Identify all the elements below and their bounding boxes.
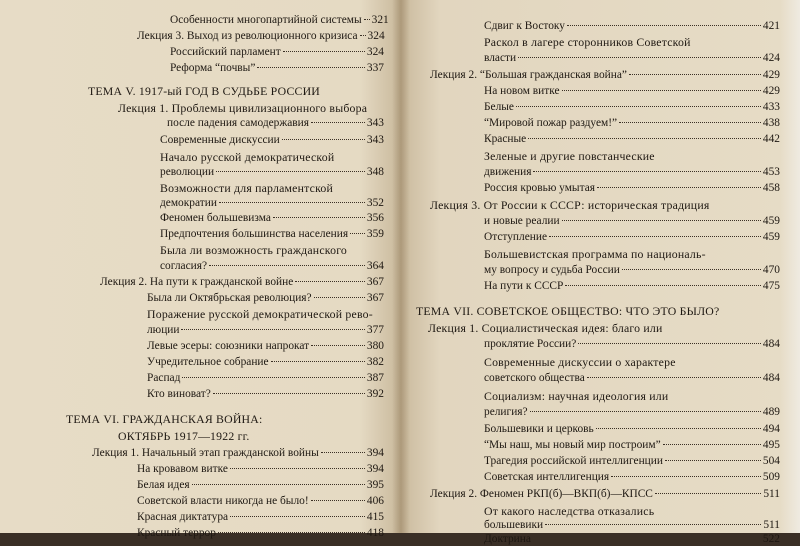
toc-entry: Красный террор 418 — [137, 527, 384, 539]
toc-entry: революции 348 — [160, 166, 384, 178]
toc-entry: Большевики и церковь 494 — [484, 423, 780, 435]
toc-entry: “Мировой пожар раздуем!” 438 — [484, 117, 780, 129]
toc-entry: му вопросу и судьба России 470 — [484, 264, 780, 276]
toc-entry: Лекция 3. Выход из революционного кризиса 324 — [137, 30, 385, 42]
toc-entry-part: Поражение русской демократической рево- — [147, 307, 373, 321]
toc-entry: советского общества 484 — [484, 372, 780, 384]
toc-entry: движения 453 — [484, 166, 780, 178]
toc-entry: Лекция 2. На пути к гражданской войне 367 — [100, 276, 384, 288]
toc-entry: Феномен большевизма 356 — [160, 212, 384, 224]
toc-entry: Красные 442 — [484, 133, 780, 145]
toc-entry-part: Большевистская программа по националь- — [484, 247, 706, 261]
toc-entry: Была ли Октябрьская революция? 367 — [147, 292, 384, 304]
lecture-heading: Лекция 1. Проблемы цивилизационного выбора — [118, 101, 368, 115]
toc-entry-part: Социализм: научная идеология или — [484, 389, 669, 403]
right-page — [402, 0, 800, 545]
toc-entry-part: Раскол в лагере сторонников Советской — [484, 35, 691, 49]
toc-entry: Советская интеллигенция 509 — [484, 471, 780, 483]
toc-entry-part: От какого наследства отказались — [484, 504, 655, 518]
toc-entry: Красная диктатура 415 — [137, 511, 384, 523]
toc-entry: Россия кровью умытая 458 — [484, 182, 780, 194]
toc-entry-part: Была ли возможность гражданского — [160, 243, 348, 257]
toc-entry: Лекция 2. Феномен РКП(б)—ВКП(б)—КПСС 511 — [430, 488, 780, 500]
section-subheading: ОКТЯБРЬ 1917—1922 гг. — [118, 429, 250, 443]
toc-entry: Трагедия российской интеллигенции 504 — [484, 455, 780, 467]
toc-entry: “Мы наш, мы новый мир построим” 495 — [484, 439, 780, 451]
toc-entry: Левые эсеры: союзники напрокат 380 — [147, 340, 384, 352]
section-heading: ТЕМА VI. ГРАЖДАНСКАЯ ВОЙНА: — [66, 412, 263, 426]
toc-entry: религия? 489 — [484, 406, 780, 418]
toc-entry: Реформа “почвы” 337 — [170, 62, 384, 74]
toc-entry: Отступление 459 — [484, 231, 780, 243]
toc-entry: Белая идея 395 — [137, 479, 384, 491]
toc-entry: проклятие России? 484 — [484, 338, 780, 350]
toc-entry: демократии 352 — [160, 197, 384, 209]
toc-entry: люции 377 — [147, 324, 384, 336]
lecture-heading: Лекция 3. От России к СССР: историческая традиция — [430, 198, 710, 212]
toc-entry: Распад 387 — [147, 372, 384, 384]
toc-entry: Лекция 2. “Большая гражданская война” 429 — [430, 69, 780, 81]
toc-entry: Лекция 1. Начальный этап гражданской войны 394 — [92, 447, 384, 459]
toc-entry: Предпочтения большинства населения 359 — [160, 228, 384, 240]
toc-entry: Российский парламент 324 — [170, 46, 384, 58]
toc-entry: и новые реалии 459 — [484, 215, 780, 227]
toc-entry: Учредительное собрание 382 — [147, 356, 384, 368]
toc-entry-part: Начало русской демократической — [160, 150, 335, 164]
section-heading: ТЕМА VII. СОВЕТСКОЕ ОБЩЕСТВО: ЧТО ЭТО БЫЛО? — [416, 304, 720, 318]
toc-entry: Кто виноват? 392 — [147, 388, 384, 400]
toc-entry: Современные дискуссии 343 — [160, 134, 384, 146]
section-heading: ТЕМА V. 1917-ый ГОД В СУДЬБЕ РОССИИ — [88, 84, 321, 98]
toc-entry: Советской власти никогда не было! 406 — [137, 495, 384, 507]
left-page — [0, 0, 398, 539]
lecture-heading: Лекция 1. Социалистическая идея: благо или — [428, 321, 663, 335]
toc-entry: согласия? 364 — [160, 260, 384, 272]
toc-entry: Доктрина 522 — [484, 533, 780, 545]
toc-entry: Особенности многопартийной системы 321 — [170, 14, 389, 26]
toc-entry: большевики 511 — [484, 519, 780, 531]
toc-entry: На пути к СССР 475 — [484, 280, 780, 292]
toc-entry: На кровавом витке 394 — [137, 463, 384, 475]
toc-entry: власти 424 — [484, 52, 780, 64]
toc-entry-part: Возможности для парламентской — [160, 181, 334, 195]
toc-entry: На новом витке 429 — [484, 85, 780, 97]
toc-entry-part: Зеленые и другие повстанческие — [484, 149, 655, 163]
toc-entry: после падения самодержавия 343 — [167, 117, 384, 129]
toc-entry-part: Современные дискуссии о характере — [484, 355, 676, 369]
toc-entry: Сдвиг к Востоку 421 — [484, 20, 780, 32]
toc-entry: Белые 433 — [484, 101, 780, 113]
